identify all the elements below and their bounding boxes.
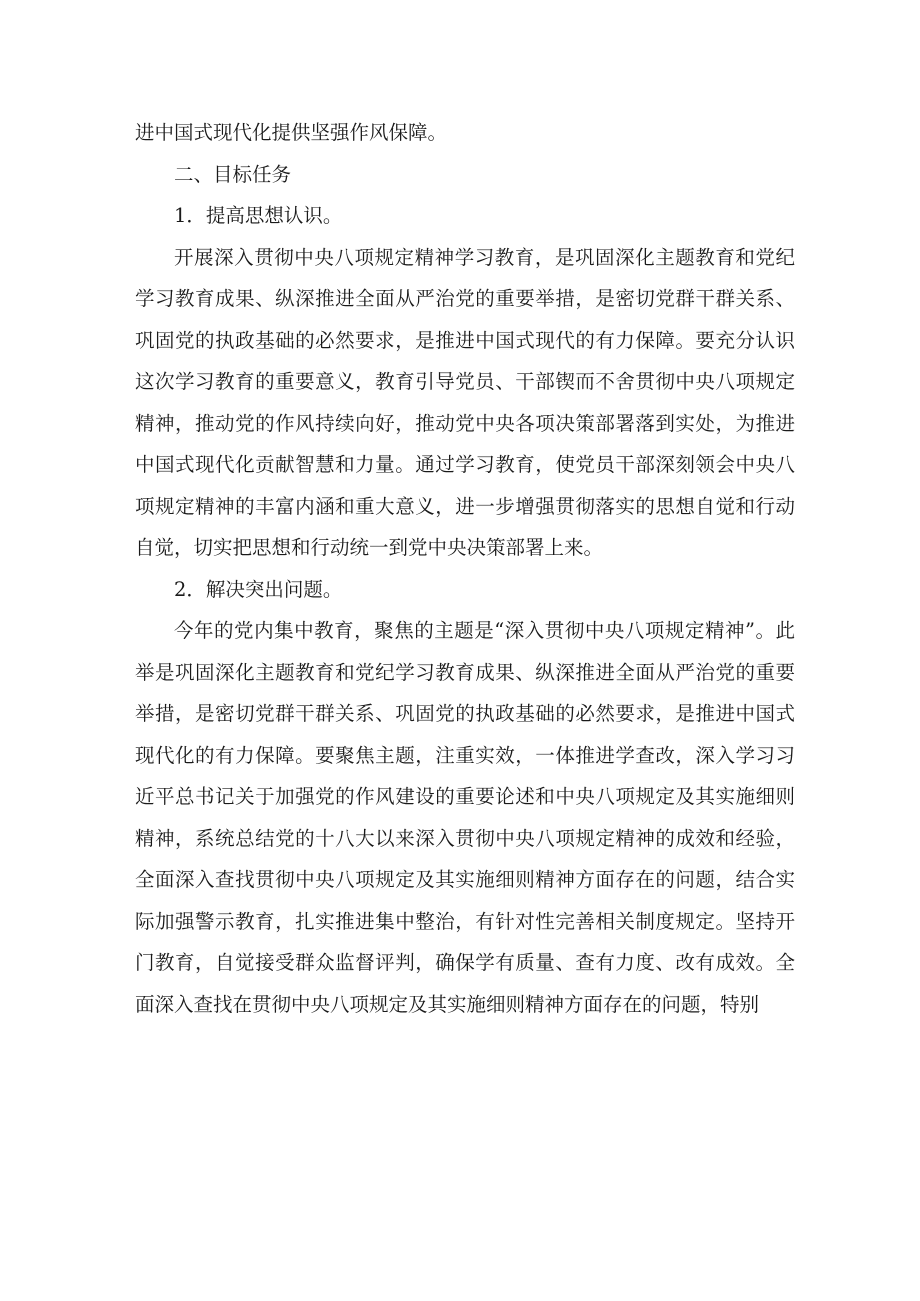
continuation-paragraph: 进中国式现代化提供坚强作风保障。 [135,121,448,144]
subheading-raise-awareness: 1．提高思想认识。 [174,204,343,227]
paragraph-solve-problems: 今年的党内集中教育，聚焦的主题是“深入贯彻中央八项规定精神”。此举是巩固深化主题教育和党纪学习教育成果、纵深推进全面从严治党的重要举措，是密切党群干群关系、巩固党的执政基础的必然要求，是推进中国式现代化的有力保障。要聚焦主题，注重实效，一体推进学查改，深入学习习近平总书记关于加强党的作风建设的重要论述和中央八项规定及其实施细则精神，系统总结党的十八大以来深入贯彻中央八项规定精神的成效和经验，全面深入查找贯彻中央八项规定及其实施细则精神方面存在的问题，结合实际加强警示教育，扎实推进集中整治，有针对性完善相关制度规定。坚持开门教育，自觉接受群众监督评判，确保学有质量、查有力度、改有成效。全面深入查找在贯彻中央八项规定及其实施细则精神方面存在的问题，特别 [135,619,795,1016]
paragraph-raise-awareness: 开展深入贯彻中央八项规定精神学习教育，是巩固深化主题教育和党纪学习教育成果、纵深推进全面从严治党的重要举措，是密切党群干群关系、巩固党的执政基础的必然要求，是推进中国式现代的有力保障。要充分认识这次学习教育的重要意义，教育引导党员、干部锲而不舍贯彻中央八项规定精神，推动党的作风持续向好，推动党中央各项决策部署落到实处，为推进中国式现代化贡献智慧和力量。通过学习教育，使党员干部深刻领会中央八项规定精神的丰富内涵和重大意义，进一步增强贯彻落实的思想自觉和行动自觉，切实把思想和行动统一到党中央决策部署上来。 [135,245,795,559]
subheading-solve-problems: 2．解决突出问题。 [174,577,343,601]
document-body [135,112,795,1025]
section-heading-goals: 二、目标任务 [174,162,292,186]
